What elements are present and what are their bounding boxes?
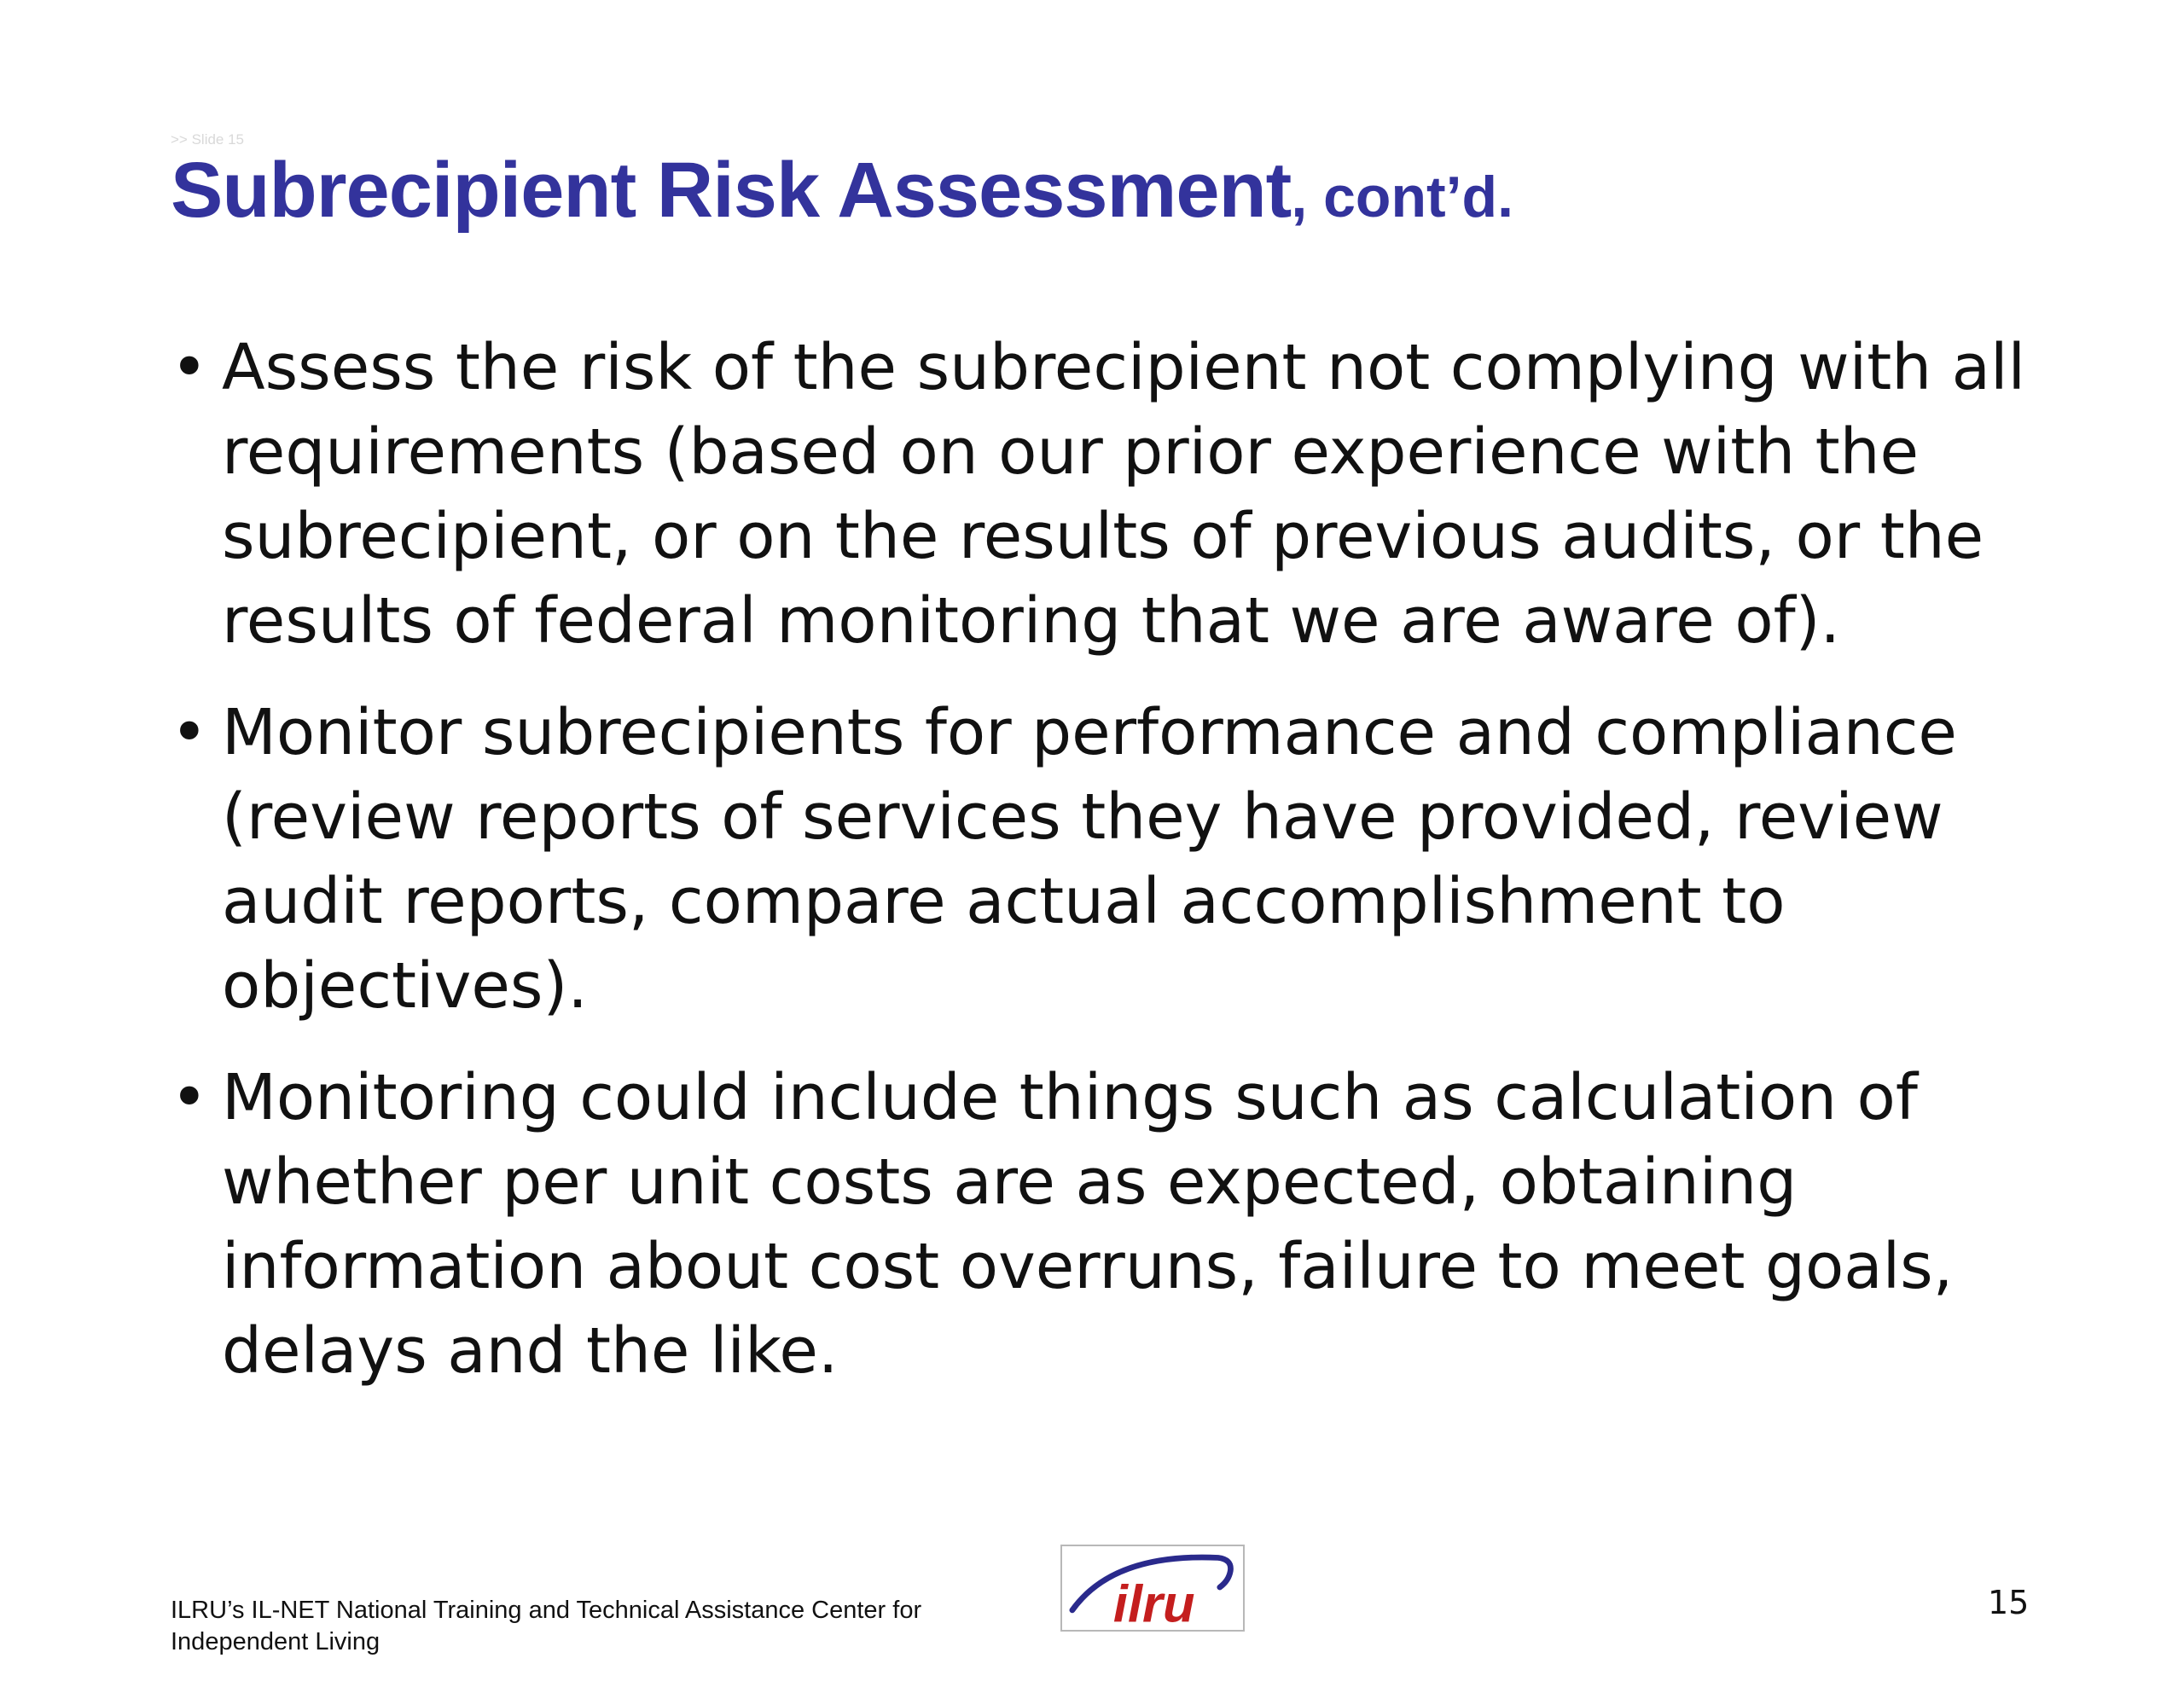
page-number: 15 [1988, 1584, 2030, 1621]
title-suffix: , cont’d. [1291, 165, 1513, 229]
bullet-item [167, 326, 2044, 664]
bullet-text: Monitor subrecipients for performance and compliance (review reports of services they have provided, review audit reports, compare actual accomplishment to objectives). [222, 696, 1957, 1023]
bullet-text: Monitoring could include things such as calculation of whether per unit costs are as expected, obtaining information about cost overruns, failure to meet goals, delays and the like. [222, 1061, 1954, 1388]
footer-line-1: ILRU’s IL-NET National Training and Technical Assistance Center for [171, 1597, 922, 1624]
bullet-icon: • [171, 696, 208, 769]
bullet-item [167, 691, 2044, 1029]
bullet-icon: • [171, 331, 208, 404]
logo-text: ilru [1112, 1574, 1195, 1630]
ilru-logo-icon [1062, 1546, 1243, 1630]
title-main: Subrecipient Risk Assessment [171, 147, 1292, 234]
footer-line-2: Independent Living [171, 1628, 380, 1655]
slide-title [171, 143, 1513, 237]
footer-organization [171, 1595, 921, 1658]
ilru-logo [1060, 1545, 1245, 1632]
bullet-icon: • [171, 1061, 208, 1134]
bullet-list [167, 326, 2044, 1421]
bullet-item [167, 1056, 2044, 1394]
slide-marker: >> Slide 15 [171, 131, 245, 148]
bullet-text: Assess the risk of the subrecipient not complying with all requirements (based on our prior experience with the subrecipient, or on the results of previous audits, or the results of federal monitoring that we are aware of). [222, 331, 2026, 658]
